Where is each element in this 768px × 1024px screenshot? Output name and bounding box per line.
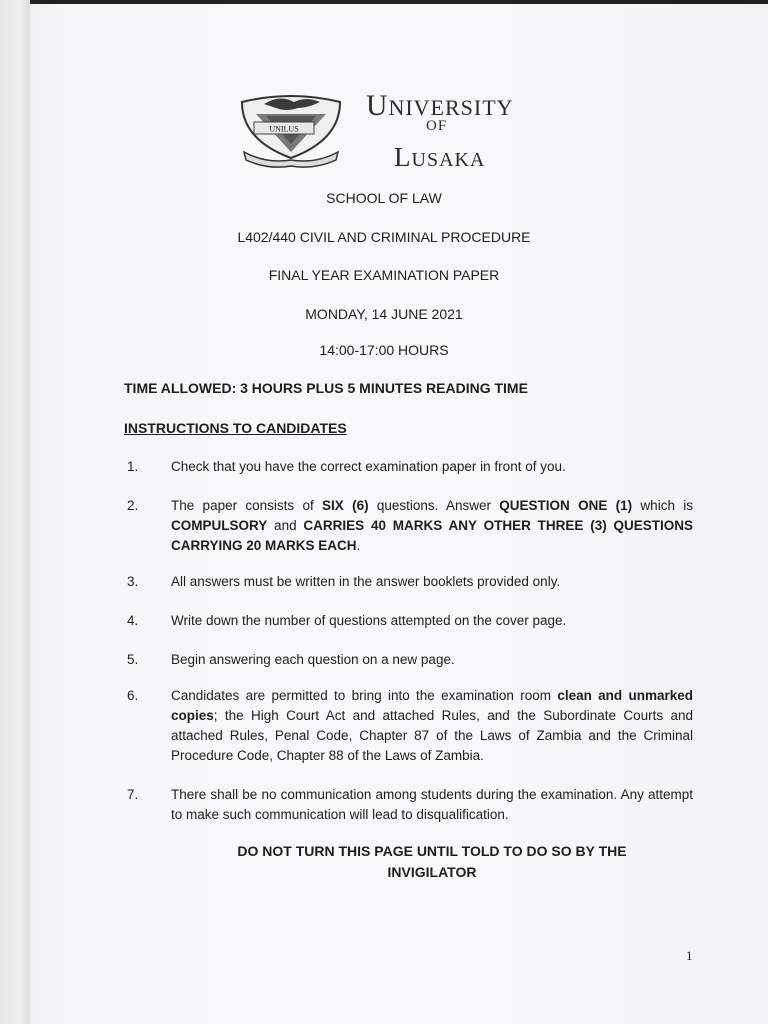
notice-line-1: DO NOT TURN THIS PAGE UNTIL TOLD TO DO SO BY THE [237, 843, 627, 859]
university-name-line3: LUSAKA [394, 142, 486, 172]
instruction-text: Candidates are permitted to bring into the examination room clean and unmarked copies; the High Court Act and attached Rules, and the Subordinate Courts and attached Rules, Penal Code, Chapter 87 of the Laws of Zambia and the Criminal Procedure Code, Chapter 88 of the Laws of Zambia. [171, 688, 694, 763]
instruction-text: Begin answering each question on a new page. [171, 652, 455, 667]
instruction-text: All answers must be written in the answer booklets provided only. [171, 574, 561, 589]
instruction-number: 4. [127, 613, 139, 628]
university-crest-logo [236, 92, 346, 168]
instruction-number: 7. [127, 787, 139, 802]
page-number: 1 [686, 948, 693, 963]
instructions-heading: INSTRUCTIONS TO CANDIDATES [124, 420, 347, 436]
instruction-number: 5. [127, 652, 139, 667]
university-name-line2: OF [426, 118, 448, 134]
time-allowed: TIME ALLOWED: 3 HOURS PLUS 5 MINUTES READING TIME [124, 380, 528, 396]
instruction-number: 1. [127, 459, 139, 474]
school-title: SCHOOL OF LAW [326, 190, 442, 206]
do-not-turn-notice [0, 841, 768, 883]
instruction-text: There shall be no communication among students during the examination. Any attempt to make such communication will lead to disqualification. [171, 787, 693, 822]
logo-text: UNILUS [269, 124, 299, 134]
instruction-text: The paper consists of SIX (6) questions. Answer QUESTION ONE (1) which is COMPULSORY and CARRIES 40 MARKS ANY OTHER THREE (3) QUESTIONS CARRYING 20 MARKS EACH. [171, 498, 694, 553]
university-name-line1: UNIVERSITY [366, 90, 514, 122]
course-title: L402/440 CIVIL AND CRIMINAL PROCEDURE [237, 229, 531, 245]
instruction-text: Write down the number of questions attempted on the cover page. [171, 613, 567, 628]
instruction-text: Check that you have the correct examination paper in front of you. [171, 459, 566, 474]
exam-hours: 14:00-17:00 HOURS [319, 342, 449, 358]
paper-title: FINAL YEAR EXAMINATION PAPER [268, 267, 500, 283]
instruction-number: 3. [127, 574, 139, 589]
exam-date: MONDAY, 14 JUNE 2021 [305, 306, 463, 322]
notice-line-2: INVIGILATOR [387, 864, 477, 880]
instruction-number: 6. [127, 688, 139, 703]
instruction-number: 2. [127, 498, 139, 513]
